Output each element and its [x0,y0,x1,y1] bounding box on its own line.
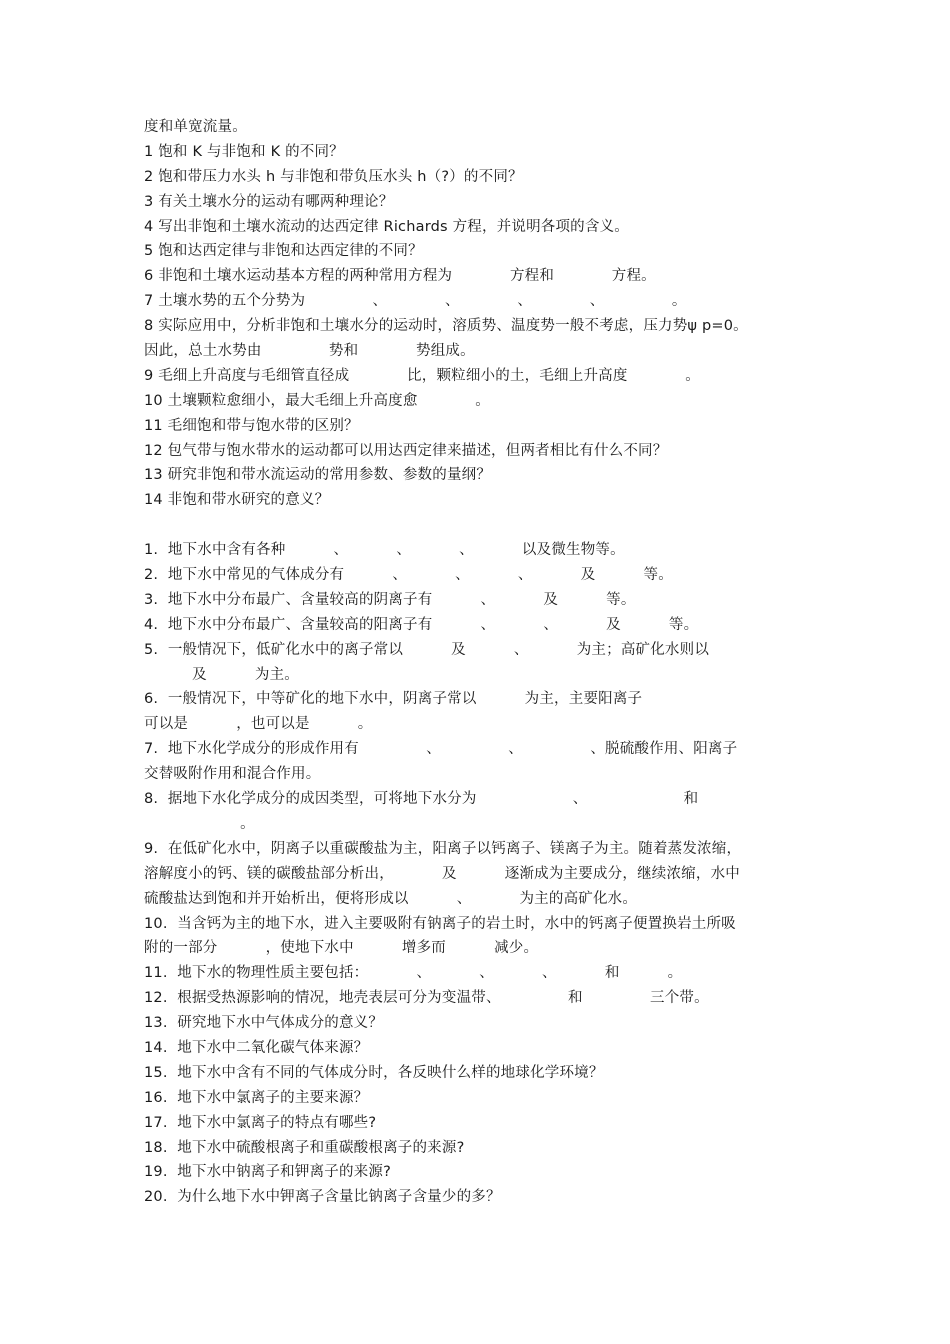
question-7: 7 土壤水势的五个分势为 、 、 、 、 。 [144,293,687,310]
item-5-continued: 及 为主。 [144,666,299,683]
question-5: 5 饱和达西定律与非饱和达西定律的不同？ [144,243,423,260]
question-12: 12 包气带与饱水带水的运动都可以用达西定律来描述，但两者相比有什么不同？ [144,442,668,459]
question-2: 2 饱和带压力水头 h 与非饱和带负压水头 h（?）的不同？ [144,168,523,185]
question-9: 9 毛细上升高度与毛细管直径成 比，颗粒细小的土，毛细上升高度 。 [144,367,700,384]
item-13: 13. 研究地下水中气体成分的意义？ [144,1015,384,1032]
item-5: 5. 一般情况下，低矿化水中的离子常以 及 、 为主；高矿化水则以 [144,641,710,658]
item-8: 8. 据地下水化学成分的成因类型，可将地下水分为 、 和 [144,791,699,808]
text-line: 度和单宽流量。 [144,119,247,135]
question-3: 3 有关土壤水分的运动有哪两种理论？ [144,193,394,210]
question-10: 10 土壤颗粒愈细小，最大毛细上升高度愈 。 [144,392,490,409]
question-1: 1 饱和 K 与非饱和 K 的不同？ [144,143,344,160]
item-19: 19. 地下水中钠离子和钾离子的来源? [144,1164,391,1181]
question-14: 14 非饱和带水研究的意义？ [144,492,330,509]
item-9: 9. 在低矿化水中，阴离子以重碳酸盐为主，阳离子以钙离子、镁离子为主。随着蒸发浓缩， [144,840,742,857]
item-1: 1. 地下水中含有各种 、 、 、 以及微生物等。 [144,542,625,559]
item-7-continued: 交替吸附作用和混合作用。 [144,766,321,783]
item-18: 18. 地下水中硫酸根离子和重碳酸根离子的来源? [144,1139,465,1156]
item-4: 4. 地下水中分布最广、含量较高的阳离子有 、 、 及 等。 [144,616,699,633]
question-8: 8 实际应用中，分析非饱和土壤水分的运动时，溶质势、温度势一般不考虑，压力势ψ p=0。 [144,318,748,335]
item-10: 10. 当含钙为主的地下水，进入主要吸附有钠离子的岩土时，水中的钙离子便置换岩土所吸 [144,915,736,932]
item-17: 17. 地下水中氯离子的特点有哪些? [144,1114,377,1131]
section-unsaturated-zone [144,115,814,513]
item-2: 2. 地下水中常见的气体成分有 、 、 、 及 等。 [144,567,673,584]
question-13: 13 研究非饱和带水流运动的常用参数、参数的量纲？ [144,467,492,484]
item-8-continued: 。 [144,815,255,832]
item-12: 12. 根据受热源影响的情况，地壳表层可分为变温带、 和 三个带。 [144,990,709,1007]
question-11: 11 毛细饱和带与饱水带的区别？ [144,417,359,434]
item-6: 6. 一般情况下，中等矿化的地下水中，阴离子常以 为主，主要阳离子 [144,691,643,708]
section-divider [144,513,814,538]
question-8-continued: 因此，总土水势由 势和 势组成。 [144,343,475,360]
item-9-continued-2: 硫酸盐达到饱和并开始析出，便将形成以 、 为主的高矿化水。 [144,890,638,907]
item-15: 15. 地下水中含有不同的气体成分时，各反映什么样的地球化学环境？ [144,1064,604,1081]
question-4: 4 写出非饱和土壤水流动的达西定律 Richards 方程，并说明各项的含义。 [144,218,629,235]
item-6-continued: 可以是 ，也可以是 。 [144,716,373,733]
document-body [144,115,814,1210]
item-16: 16. 地下水中氯离子的主要来源？ [144,1089,369,1106]
item-3: 3. 地下水中分布最广、含量较高的阴离子有 、 及 等。 [144,591,636,608]
item-11: 11. 地下水的物理性质主要包括： 、 、 、 和 。 [144,965,683,982]
question-6: 6 非饱和土壤水运动基本方程的两种常用方程为 方程和 方程。 [144,268,656,285]
item-14: 14. 地下水中二氧化碳气体来源？ [144,1039,369,1056]
section-groundwater-chemistry [144,538,814,1210]
item-9-continued: 溶解度小的钙、镁的碳酸盐部分析出， 及 逐渐成为主要成分，继续浓缩，水中 [144,865,740,882]
item-7: 7. 地下水化学成分的形成作用有 、 、 、脱硫酸作用、阳离子 [144,741,738,758]
item-20: 20. 为什么地下水中钾离子含量比钠离子含量少的多？ [144,1189,501,1206]
item-10-continued: 附的一部分 ，使地下水中 增多而 减少。 [144,940,539,957]
